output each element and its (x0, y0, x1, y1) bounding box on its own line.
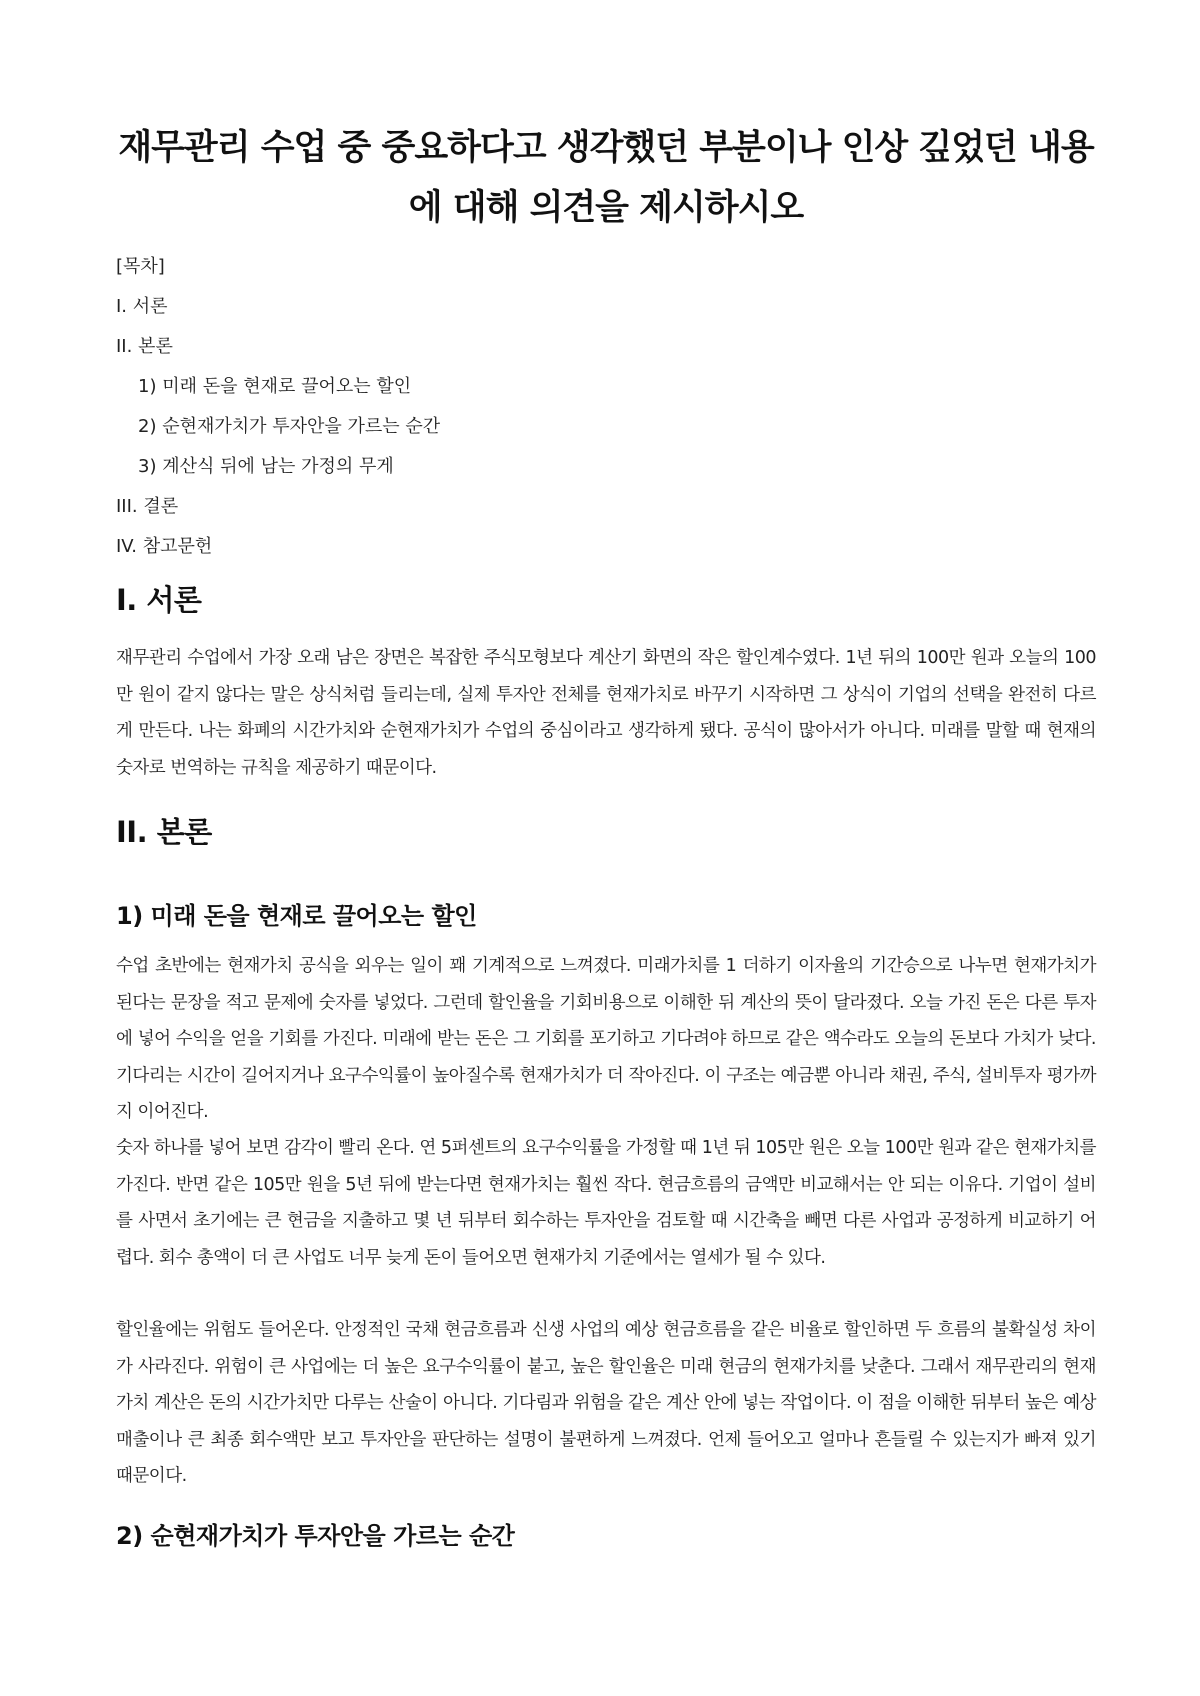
toc-item-body: II. 본론 (116, 336, 173, 357)
body-1-paragraph-2: 숫자 하나를 넣어 보면 감각이 빨리 온다. 연 5퍼센트의 요구수익률을 가정할 때 1년 뒤 105만 원은 오늘 100만 원과 같은 현재가치를 가진다. 반면 같은 105만 원을 5년 뒤에 받는다면 현재가치는 훨씬 작다. 현금흐름의 금액만 비교해서는 안 되는 이유다. 기업이 설비를 사면서 초기에는 큰 현금을 지출하고 몇 년 뒤부터 회수하는 투자안을 검토할 때 시간축을 빼면 다른 사업과 공정하게 비교하기 어렵다. 회수 총액이 더 큰 사업도 너무 늦게 돈이 들어오면 현재가치 기준에서는 열세가 될 수 있다. (116, 1138, 1096, 1268)
body-1-paragraph-1: 수업 초반에는 현재가치 공식을 외우는 일이 꽤 기계적으로 느껴졌다. 미래가치를 1 더하기 이자율의 기간승으로 나누면 현재가치가 된다는 문장을 적고 문제에 숫자를 넣었다. 그런데 할인율을 기회비용으로 이해한 뒤 계산의 뜻이 달라졌다. 오늘 가진 돈은 다른 투자에 넣어 수익을 얻을 기회를 가진다. 미래에 받는 돈은 그 기회를 포기하고 기다려야 하므로 같은 액수라도 오늘의 돈보다 가치가 낮다. 기다리는 시간이 길어지거나 요구수익률이 높아질수록 현재가치가 더 작아진다. 이 구조는 예금뿐 아니라 채권, 주식, 설비투자 평가까지 이어진다. (116, 956, 1096, 1122)
subsection-heading-1: 1) 미래 돈을 현재로 끌어오는 할인 (116, 902, 477, 930)
body-1-paragraph-3: 할인율에는 위험도 들어온다. 안정적인 국채 현금흐름과 신생 사업의 예상 현금흐름을 같은 비율로 할인하면 두 흐름의 불확실성 차이가 사라진다. 위험이 큰 사업에는 더 높은 요구수익률이 붙고, 높은 할인율은 미래 현금의 현재가치를 낮춘다. 그래서 재무관리의 현재가치 계산은 돈의 시간가치만 다루는 산술이 아니다. 기다림과 위험을 같은 계산 안에 넣는 작업이다. 이 점을 이해한 뒤부터 높은 예상 매출이나 큰 최종 회수액만 보고 투자안을 판단하는 설명이 불편하게 느껴졌다. 언제 들어오고 얼마나 흔들릴 수 있는지가 빠져 있기 때문이다. (116, 1320, 1096, 1486)
section-heading-intro: I. 서론 (116, 583, 202, 617)
toc-item-conclusion: III. 결론 (116, 496, 179, 517)
toc-item-intro: I. 서론 (116, 296, 168, 317)
subsection-heading-2: 2) 순현재가치가 투자안을 가르는 순간 (116, 1522, 515, 1550)
toc-item-body-2: 2) 순현재가치가 투자안을 가르는 순간 (138, 416, 441, 437)
toc-item-body-3: 3) 계산식 뒤에 남는 가정의 무게 (138, 456, 394, 477)
section-heading-body: II. 본론 (116, 815, 212, 849)
intro-paragraph: 재무관리 수업에서 가장 오래 남은 장면은 복잡한 주식모형보다 계산기 화면의 작은 할인계수였다. 1년 뒤의 100만 원과 오늘의 100만 원이 같지 않다는 말은 상식처럼 들리는데, 실제 투자안 전체를 현재가치로 바꾸기 시작하면 그 상식이 기업의 선택을 완전히 다르게 만든다. 나는 화폐의 시간가치와 순현재가치가 수업의 중심이라고 생각하게 됐다. 공식이 많아서가 아니다. 미래를 말할 때 현재의 숫자로 번역하는 규칙을 제공하기 때문이다. (116, 648, 1096, 778)
document-title: 재무관리 수업 중 중요하다고 생각했던 부분이나 인상 깊었던 내용에 대해 의견을 제시하시오 (118, 128, 1094, 228)
toc-heading: [목차] (116, 256, 165, 277)
toc-item-references: IV. 참고문헌 (116, 536, 213, 557)
toc-item-body-1: 1) 미래 돈을 현재로 끌어오는 할인 (138, 376, 412, 397)
table-of-contents (116, 247, 1096, 567)
